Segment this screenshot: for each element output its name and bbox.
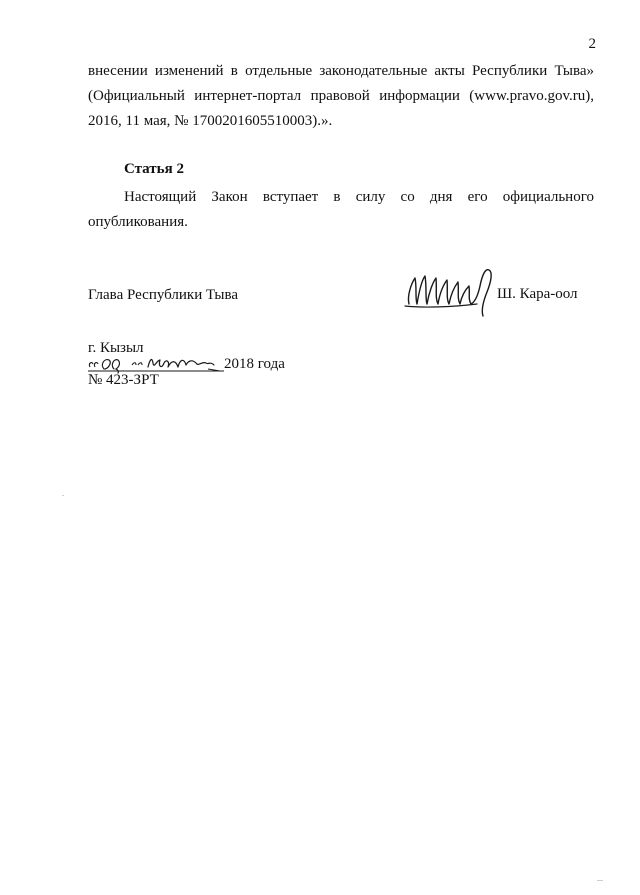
handwritten-date — [88, 355, 224, 373]
handwritten-signature — [403, 262, 497, 320]
city-label: г. Кызыл — [88, 340, 144, 356]
signature-position-label: Глава Республики Тыва — [88, 287, 239, 303]
date-line — [88, 355, 285, 373]
intro-line-1: внесении изменений в отдельные законодательные акты Республики Тыва» — [88, 63, 594, 79]
date-year-suffix: 2018 года — [224, 356, 285, 372]
law-number: № 423-ЗРТ — [88, 372, 159, 388]
article-heading: Статья 2 — [124, 161, 184, 177]
intro-paragraph — [88, 59, 594, 134]
article-body — [88, 185, 594, 235]
signature-name: Ш. Кара-оол — [497, 286, 578, 302]
page-number: 2 — [588, 36, 596, 52]
article-line-2: опубликования. — [88, 214, 188, 230]
scan-speck — [597, 880, 603, 881]
scan-speck — [62, 495, 64, 496]
article-line-1: Настоящий Закон вступает в силу со дня его официального — [124, 189, 594, 205]
intro-line-3: 2016, 11 мая, № 1700201605510003).». — [88, 113, 333, 129]
intro-line-2: (Официальный интернет-портал правовой информации (www.pravo.gov.ru), — [88, 88, 594, 104]
